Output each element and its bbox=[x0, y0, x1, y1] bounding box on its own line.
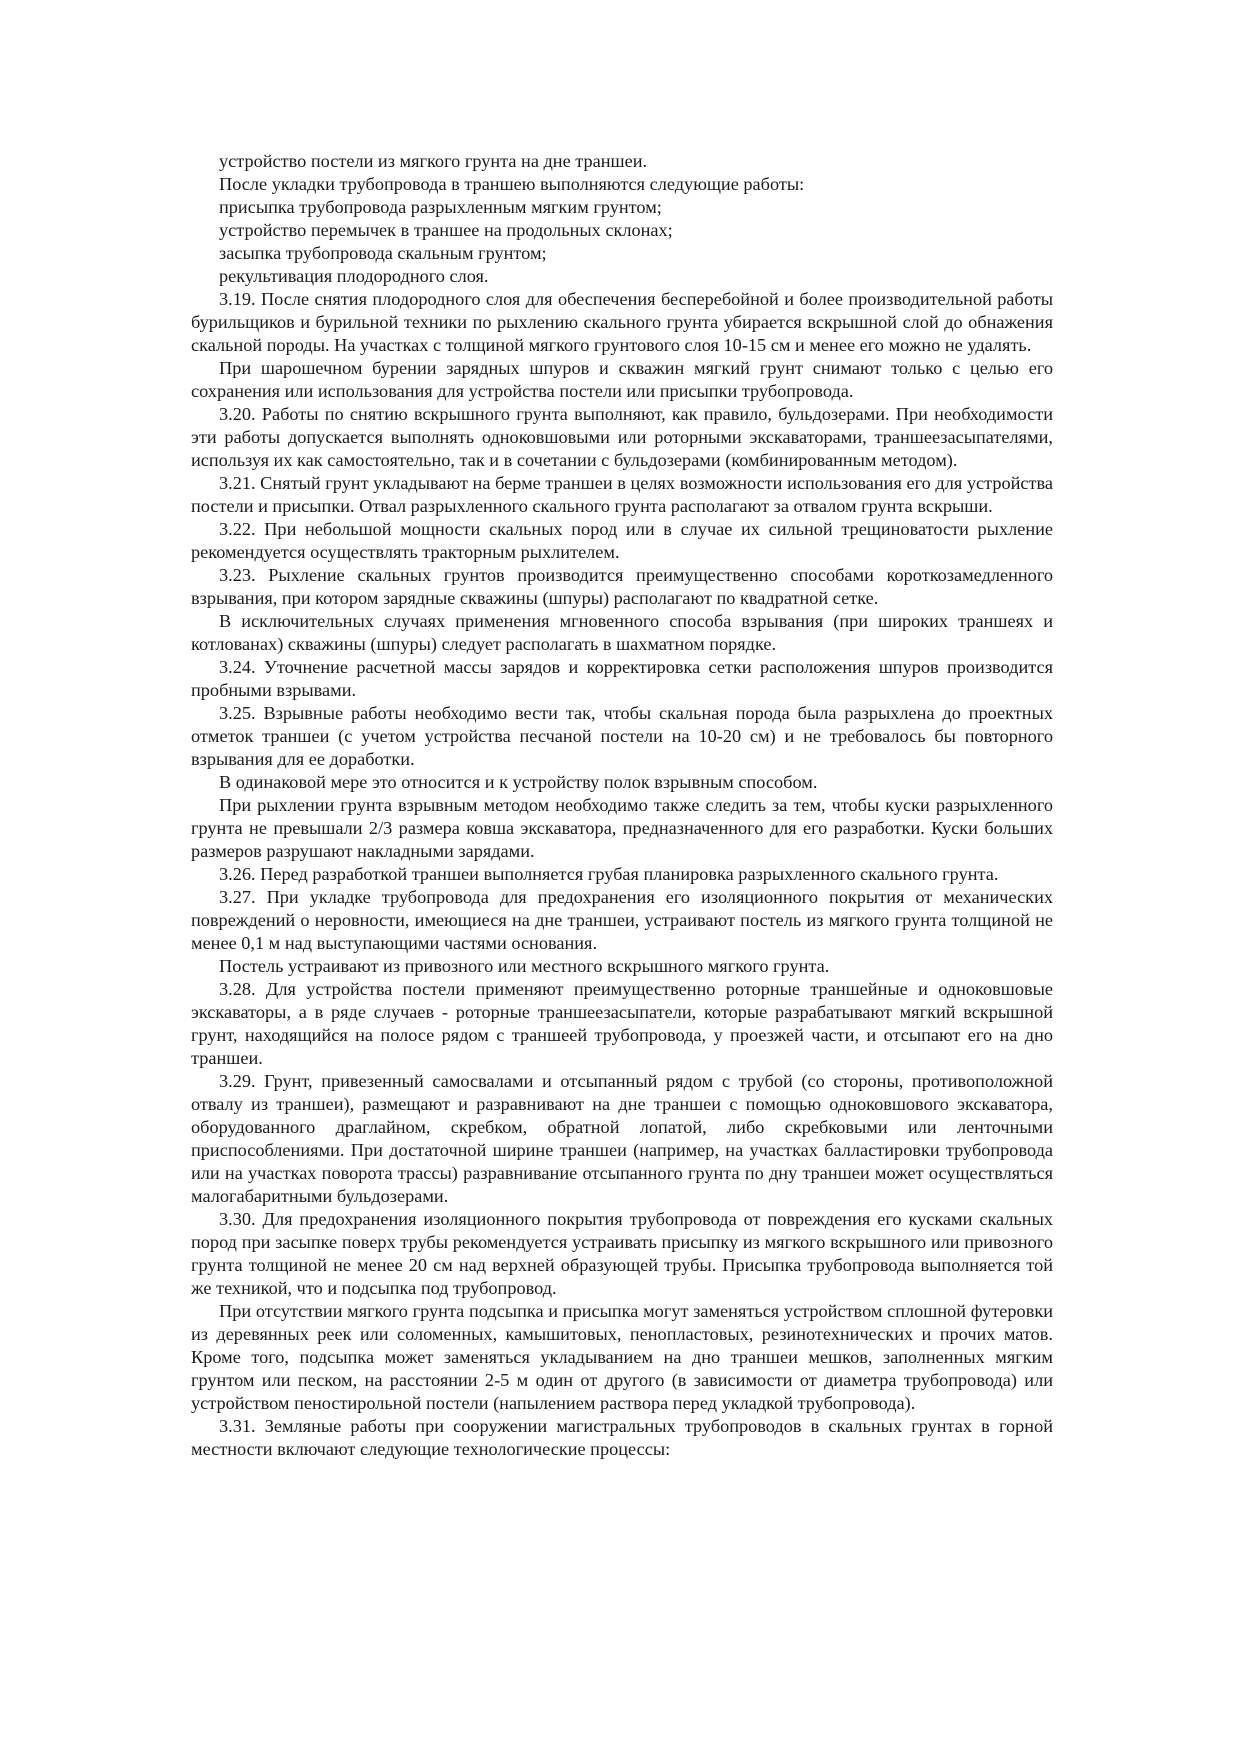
paragraph-3-21: 3.21. Снятый грунт укладывают на берме траншеи в целях возможности использования его для устройства постели и присыпки. Отвал разрыхленного скального грунта располагают за отвалом грунта вскрыши. bbox=[191, 473, 1053, 516]
paragraph-3-19: 3.19. После снятия плодородного слоя для обеспечения бесперебойной и более производительной работы бурильщиков и бурильной техники по рыхлению скального грунта убирается вскрышной слой до обнажения скальной породы. На участках с толщиной мягкого грунтового слоя 10-15 см и менее его можно не удалять. bbox=[191, 289, 1053, 355]
paragraph-list-padding: присыпка трубопровода разрыхленным мягким грунтом; bbox=[219, 197, 662, 217]
paragraph-blast-loosening: При рыхлении грунта взрывным методом необходимо также следить за тем, чтобы куски разрыхленного грунта не превышали 2/3 размера ковша экскаватора, предназначенного для его разработки. Куски больших размеров разрушают накладными зарядами. bbox=[191, 795, 1053, 861]
paragraph-3-23: 3.23. Рыхление скальных грунтов производится преимущественно способами короткозамедленного взрывания, при котором зарядные скважины (шпуры) располагают по квадратной сетке. bbox=[191, 565, 1053, 608]
document-page bbox=[191, 150, 1053, 1461]
paragraph-after-laying: После укладки трубопровода в траншею выполняются следующие работы: bbox=[219, 174, 805, 194]
paragraph-list-jumpers: устройство перемычек в траншее на продольных склонах; bbox=[219, 220, 673, 240]
paragraph-3-25: 3.25. Взрывные работы необходимо вести так, чтобы скальная порода была разрыхлена до проектных отметок траншеи (с учетом устройства песчаной постели на 10-20 см) и не требовалось бы повторного взрывания для ее доработки. bbox=[191, 703, 1053, 769]
paragraph-3-29: 3.29. Грунт, привезенный самосвалами и отсыпанный рядом с трубой (со стороны, противоположной отвалу из траншеи), размещают и разравнивают на дне траншеи с помощью одноковшового экскаватора, оборудованного драглайном, скребком, обратной лопатой, либо скребковыми или ленточными приспособлениями. При достаточной ширине траншеи (например, на участках балластировки трубопровода или на участках поворота трассы) разравнивание отсыпанного грунта по дну траншеи может осуществляться малогабаритными бульдозерами. bbox=[191, 1071, 1053, 1206]
paragraph-3-28: 3.28. Для устройства постели применяют преимущественно роторные траншейные и одноковшовые экскаваторы, а в ряде случаев - роторные траншеезасыпатели, которые разрабатывают мягкий вскрышной грунт, находящийся на полосе рядом с траншеей трубопровода, у проезжей части, и отсыпают его на дно траншеи. bbox=[191, 979, 1053, 1068]
paragraph-3-26: 3.26. Перед разработкой траншеи выполняется грубая планировка разрыхленного скального грунта. bbox=[219, 864, 999, 884]
paragraph-bed-source: Постель устраивают из привозного или местного вскрышного мягкого грунта. bbox=[219, 956, 830, 976]
paragraph-no-soft-soil: При отсутствии мягкого грунта подсыпка и присыпка могут заменяться устройством сплошной футеровки из деревянных реек или соломенных, камышитовых, пенопластовых, резинотехнических и прочих матов. Кроме того, подсыпка может заменяться укладыванием на дно траншеи мешков, заполненных мягким грунтом или песком, на расстоянии 2-5 м один от другого (в зависимости от диаметра трубопровода) или устройством пеностирольной постели (напылением раствора перед укладкой трубопровода). bbox=[191, 1301, 1053, 1413]
paragraph-equally-shelves: В одинаковой мере это относится и к устройству полок взрывным способом. bbox=[219, 772, 818, 792]
paragraph-exceptional-cases: В исключительных случаях применения мгновенного способа взрывания (при широких траншеях и котлованах) скважины (шпуры) следует располагать в шахматном порядке. bbox=[191, 611, 1053, 654]
paragraph-bed-device: устройство постели из мягкого грунта на дне траншеи. bbox=[219, 151, 648, 171]
paragraph-3-27: 3.27. При укладке трубопровода для предохранения его изоляционного покрытия от механических повреждений о неровности, имеющиеся на дне траншеи, устраивают постель из мягкого грунта толщиной не менее 0,1 м над выступающими частями основания. bbox=[191, 887, 1053, 953]
paragraph-list-backfill: засыпка трубопровода скальным грунтом; bbox=[219, 243, 547, 263]
paragraph-roller-drilling: При шарошечном бурении зарядных шпуров и скважин мягкий грунт снимают только с целью его сохранения или использования для устройства постели или присыпки трубопровода. bbox=[191, 358, 1053, 401]
paragraph-3-30: 3.30. Для предохранения изоляционного покрытия трубопровода от повреждения его кусками скальных пород при засыпке поверх трубы рекомендуется устраивать присыпку из мягкого вскрышного или привозного грунта толщиной не менее 20 см над верхней образующей трубы. Присыпка трубопровода выполняется той же техникой, что и подсыпка под трубопровод. bbox=[191, 1209, 1053, 1298]
paragraph-3-31: 3.31. Земляные работы при сооружении магистральных трубопроводов в скальных грунтах в горной местности включают следующие технологические процессы: bbox=[191, 1416, 1053, 1459]
paragraph-list-recultivation: рекультивация плодородного слоя. bbox=[219, 266, 489, 286]
paragraph-3-22: 3.22. При небольшой мощности скальных пород или в случае их сильной трещиноватости рыхление рекомендуется осуществлять тракторным рыхлителем. bbox=[191, 519, 1053, 562]
paragraph-3-24: 3.24. Уточнение расчетной массы зарядов и корректировка сетки расположения шпуров производится пробными взрывами. bbox=[191, 657, 1053, 700]
paragraph-3-20: 3.20. Работы по снятию вскрышного грунта выполняют, как правило, бульдозерами. При необходимости эти работы допускается выполнять одноковшовыми или роторными экскаваторами, траншеезасыпателями, используя их как самостоятельно, так и в сочетании с бульдозерами (комбинированным методом). bbox=[191, 404, 1053, 470]
